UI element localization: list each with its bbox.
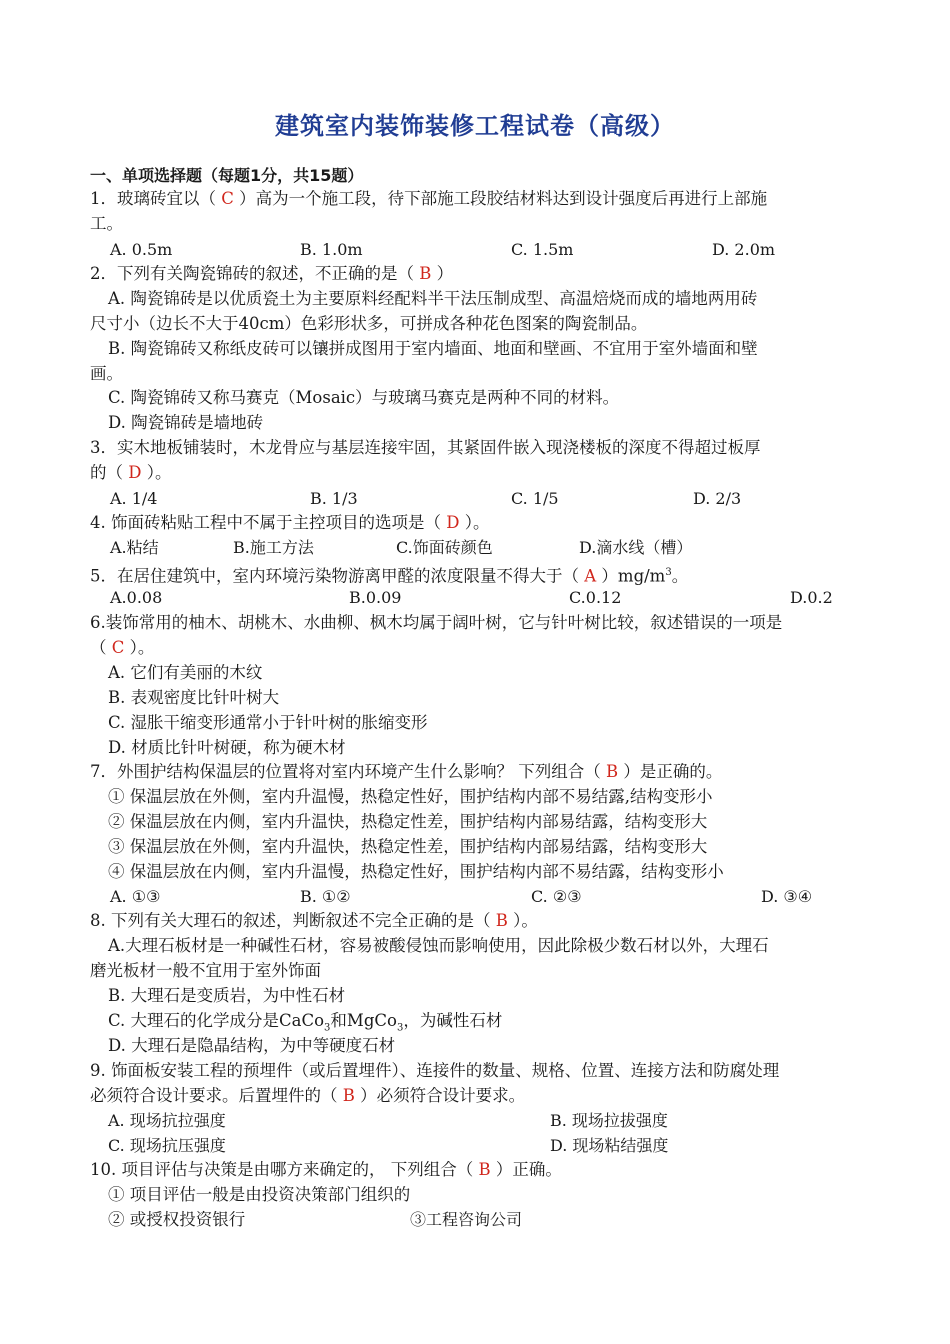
answer-6: C	[111, 638, 125, 657]
q2-option-d: D. 陶瓷锦砖是墙地砖	[108, 413, 264, 432]
q8-option-d: D. 大理石是隐晶结构，为中等硬度石材	[108, 1036, 396, 1055]
q7-item-3: ③ 保温层放在外侧，室内升温快，热稳定性差，围护结构内部易结露，结构变形大	[108, 837, 708, 856]
question-1-cont: 工。	[90, 214, 123, 233]
section-heading: 一、单项选择题（每题1分，共15题）	[90, 166, 364, 185]
question-2: 2．下列有关陶瓷锦砖的叙述，不正确的是（ B ）	[90, 264, 454, 283]
q2-option-a: A. 陶瓷锦砖是以优质瓷土为主要原料经配料半干法压制成型、高温焙烧而成的墙地两用砖	[108, 289, 758, 308]
q7-item-1: ① 保温层放在外侧，室内升温慢，热稳定性好，围护结构内部不易结露,结构变形小	[108, 787, 713, 806]
q1-option-a: A. 0.5m	[110, 240, 173, 259]
q3-option-b: B. 1/3	[310, 489, 358, 508]
q9-option-c: C. 现场抗压强度	[108, 1136, 226, 1155]
q10-item-1: ① 项目评估一般是由投资决策部门组织的	[108, 1185, 411, 1204]
q8-option-c: C. 大理石的化学成分是CaCo$_3$和MgCo$_3$，为碱性石材	[108, 1011, 503, 1034]
q10-item-2: ② 或授权投资银行	[108, 1210, 246, 1229]
question-6-cont: （ C ）。	[90, 638, 155, 657]
question-3: 3．实木地板铺装时，木龙骨应与基层连接牢固，其紧固件嵌入现浇楼板的深度不得超过板厚	[90, 438, 761, 457]
question-5: 5．在居住建筑中，室内环境污染物游离甲醛的浓度限量不得大于（ A ）$mg/m^3$。	[90, 566, 689, 586]
q1-option-c: C. 1.5m	[511, 240, 574, 259]
q2-option-a-cont: 尺寸小（边长不大于40cm）色彩形状多，可拼成各种花色图案的陶瓷制品。	[90, 314, 648, 333]
q5-option-c: C.0.12	[569, 588, 622, 607]
q6-option-a: A. 它们有美丽的木纹	[108, 663, 263, 682]
q4-option-c: C.饰面砖颜色	[396, 538, 493, 557]
q3-option-c: C. 1/5	[511, 489, 559, 508]
answer-2: B	[419, 264, 432, 283]
q7-item-4: ④ 保温层放在内侧，室内升温慢，热稳定性好，围护结构内部不易结露，结构变形小	[108, 862, 724, 881]
question-4: 4. 饰面砖粘贴工程中不属于主控项目的选项是（ D ）。	[90, 513, 490, 532]
q3-option-d: D. 2/3	[693, 489, 742, 508]
q7-option-a: A. ①③	[110, 887, 161, 906]
q4-option-d: D.滴水线（槽）	[579, 538, 693, 557]
answer-4: D	[446, 513, 460, 532]
question-9-cont: 必须符合设计要求。后置埋件的（ B ）必须符合设计要求。	[90, 1086, 526, 1105]
q5-option-d: D.0.2	[790, 588, 833, 607]
q7-item-2: ② 保温层放在内侧，室内升温快，热稳定性差，围护结构内部易结露，结构变形大	[108, 812, 708, 831]
question-8: 8. 下列有关大理石的叙述，判断叙述不完全正确的是（ B ）。	[90, 911, 538, 930]
q8-option-a: A.大理石板材是一种碱性石材，容易被酸侵蚀而影响使用，因此除极少数石材以外，大理石	[108, 936, 769, 955]
q9-option-b: B. 现场拉拔强度	[550, 1111, 668, 1130]
q5-option-a: A.0.08	[110, 588, 163, 607]
answer-10: B	[478, 1160, 491, 1179]
q7-option-c: C. ②③	[531, 887, 582, 906]
question-7: 7．外围护结构保温层的位置将对室内环境产生什么影响？ 下列组合（ B ）是正确的。	[90, 762, 723, 781]
q9-option-a: A. 现场抗拉强度	[108, 1111, 226, 1130]
question-3-cont: 的（ D ）。	[90, 463, 172, 482]
question-9: 9. 饰面板安装工程的预埋件（或后置埋件）、连接件的数量、规格、位置、连接方法和防腐处理	[90, 1061, 780, 1080]
q9-option-d: D. 现场粘结强度	[550, 1136, 669, 1155]
answer-1: C	[221, 189, 234, 208]
answer-3: D	[128, 463, 142, 482]
answer-8: B	[495, 911, 508, 930]
q2-option-b: B. 陶瓷锦砖又称纸皮砖可以镶拼成图用于室内墙面、地面和壁画、不宜用于室外墙面和壁	[108, 339, 758, 358]
q6-option-b: B. 表观密度比针叶树大	[108, 688, 280, 707]
q7-option-b: B. ①②	[300, 887, 351, 906]
question-1: 1．玻璃砖宜以（ C ）高为一个施工段，待下部施工段胶结材料达到设计强度后再进行上部施	[90, 189, 768, 208]
question-10: 10. 项目评估与决策是由哪方来确定的， 下列组合（ B ）正确。	[90, 1160, 562, 1179]
q8-option-b: B. 大理石是变质岩，为中性石材	[108, 986, 346, 1005]
answer-5: A	[584, 566, 597, 586]
q8-option-a-cont: 磨光板材一般不宜用于室外饰面	[90, 961, 321, 980]
q3-option-a: A. 1/4	[110, 489, 158, 508]
q1-option-d: D. 2.0m	[712, 240, 776, 259]
q10-item-3: ③工程咨询公司	[410, 1210, 523, 1229]
answer-9: B	[342, 1086, 355, 1105]
q2-option-c: C. 陶瓷锦砖又称马赛克（Mosaic）与玻璃马赛克是两种不同的材料。	[108, 388, 620, 407]
q4-option-a: A.粘结	[110, 538, 159, 557]
q6-option-c: C. 湿胀干缩变形通常小于针叶树的胀缩变形	[108, 713, 428, 732]
question-6: 6.装饰常用的柚木、胡桃木、水曲柳、枫木均属于阔叶树，它与针叶树比较，叙述错误的一项是	[90, 613, 783, 632]
q2-option-b-cont: 画。	[90, 364, 123, 383]
q4-option-b: B.施工方法	[233, 538, 314, 557]
q1-option-b: B. 1.0m	[300, 240, 363, 259]
answer-7: B	[606, 762, 619, 781]
page-title: 建筑室内装饰装修工程试卷（高级）	[275, 112, 675, 140]
q6-option-d: D. 材质比针叶树硬，称为硬木材	[108, 738, 346, 757]
q5-option-b: B.0.09	[349, 588, 402, 607]
q7-option-d: D. ③④	[761, 887, 813, 906]
